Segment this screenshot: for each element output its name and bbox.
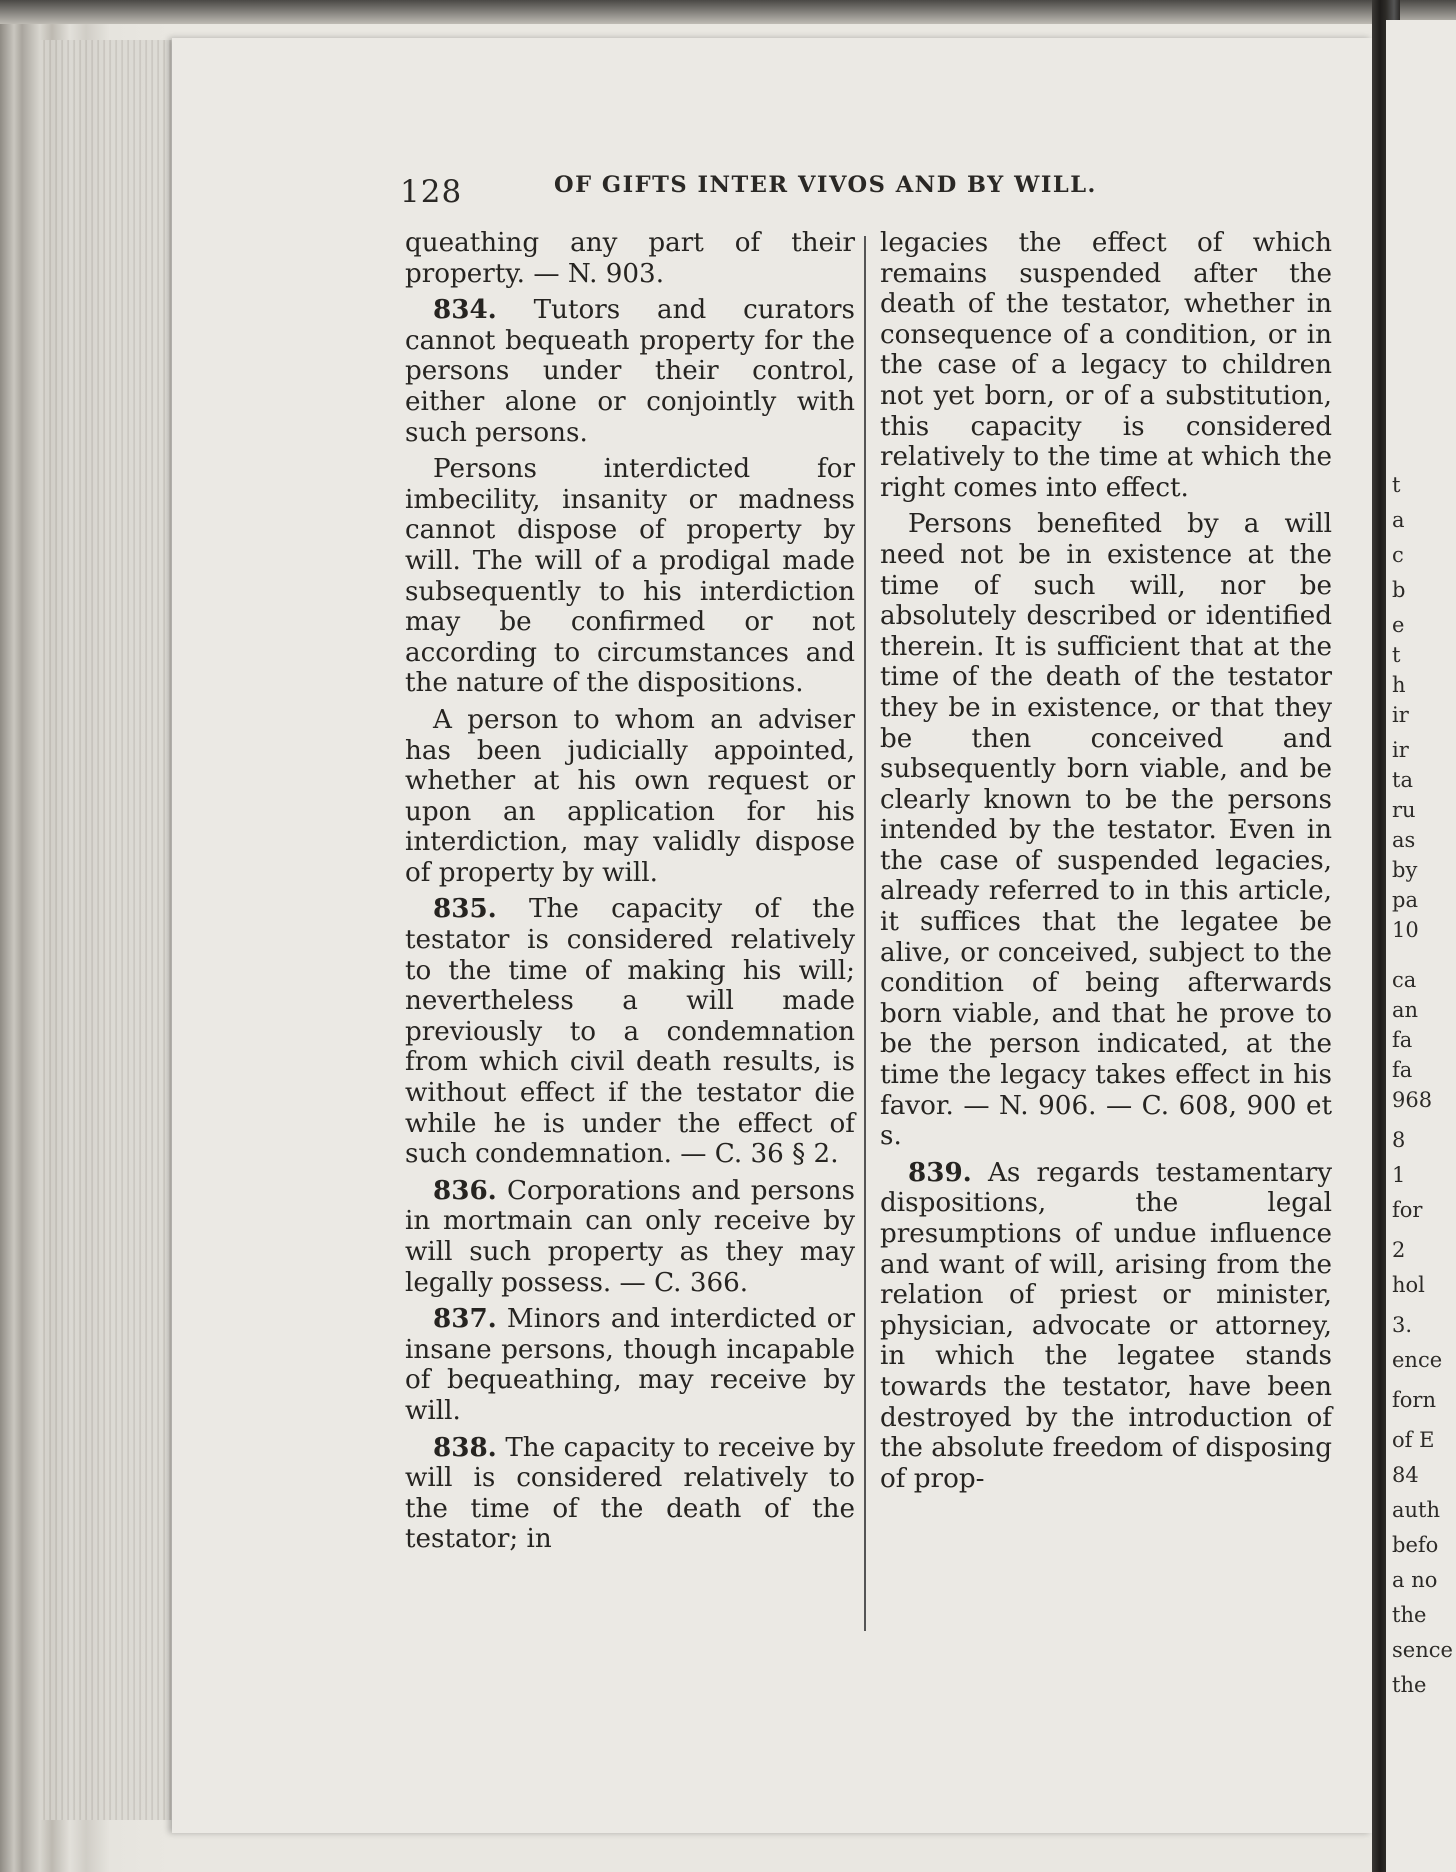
article-text: Corporations and persons in mortmain can only receive by will such property as they may legally possess. — C. 366. bbox=[405, 1175, 855, 1298]
article-number: 834. bbox=[433, 294, 497, 326]
page-header bbox=[400, 172, 1190, 212]
facing-page-text: auth bbox=[1392, 1498, 1441, 1522]
facing-page-text: 8 bbox=[1392, 1128, 1406, 1152]
paragraph: A person to whom an adviser has been judicially appointed, whether at his own request or upon an application for his interdiction, may validly dispose of property by will. bbox=[405, 704, 855, 888]
paragraph: Persons interdicted for imbecility, insanity or madness cannot dispose of property by will. The will of a prodigal made subsequently to his interdiction may be confirmed or not according to circumstances and the nature of the dispositions. bbox=[405, 454, 855, 699]
running-title: OF GIFTS INTER VIVOS AND BY WILL. bbox=[554, 172, 1097, 198]
article-number: 835. bbox=[433, 893, 497, 925]
facing-page-text: ru bbox=[1392, 798, 1416, 822]
article-number: 838. bbox=[433, 1431, 497, 1463]
article-836 bbox=[405, 1176, 855, 1298]
facing-page-text: ca bbox=[1392, 968, 1417, 992]
facing-page-text: 2 bbox=[1392, 1238, 1406, 1262]
article-837 bbox=[405, 1304, 855, 1426]
facing-page-text: ir bbox=[1392, 703, 1409, 727]
facing-page-text: a no bbox=[1392, 1568, 1438, 1592]
facing-page-text: c bbox=[1392, 543, 1404, 567]
facing-page-text: the bbox=[1392, 1603, 1427, 1627]
facing-page-text: forn bbox=[1392, 1388, 1436, 1412]
article-834 bbox=[405, 295, 855, 448]
paragraph: Persons benefited by a will need not be in existence at the time of such will, nor be absolutely described or identified therein. It is sufficient that at the time of the death of the testator they be in existence, or that they be then conceived and subsequently born viable, and be clearly known to be the persons intended by the testator. Even in the case of suspended legacies, already referred to in this article, it suffices that the legatee be alive, or conceived, subject to the condition of being afterwards born viable, and that he prove to be the person indicated, at the time the legacy takes effect in his favor. — N. 906. — C. 608, 900 et s. bbox=[880, 509, 1332, 1152]
right-column bbox=[880, 228, 1332, 1500]
article-number: 837. bbox=[433, 1303, 497, 1335]
article-number: 836. bbox=[433, 1174, 497, 1206]
column-divider bbox=[864, 236, 866, 1631]
facing-page-text: b bbox=[1392, 578, 1406, 602]
facing-page-text: 1 bbox=[1392, 1163, 1406, 1187]
article-text: The capacity of the testator is considered relatively to the time of making his will; nevertheless a will made previously to a condemnation from which civil death results, is without effect if the testator die while he is under the effect of such condemnation. — C. 36 § 2. bbox=[405, 894, 855, 1170]
facing-page-text: for bbox=[1392, 1198, 1423, 1222]
left-column bbox=[405, 228, 855, 1561]
facing-page-text: 3. bbox=[1392, 1313, 1413, 1337]
facing-page-text: 968 bbox=[1392, 1088, 1433, 1112]
facing-page-text: an bbox=[1392, 998, 1419, 1022]
paragraph: queathing any part of their property. — N. 903. bbox=[405, 228, 855, 289]
facing-page-text: h bbox=[1392, 673, 1406, 697]
article-839 bbox=[880, 1158, 1332, 1495]
facing-page-text: by bbox=[1392, 858, 1418, 882]
paragraph: legacies the effect of which remains suspended after the death of the testator, whether in consequence of a condition, or in the case of a legacy to children not yet born, or of a substitution, this capacity is considered relatively to the time at which the right comes into effect. bbox=[880, 228, 1332, 503]
page-edges bbox=[40, 40, 190, 1820]
article-text: Minors and interdicted or insane persons, though incapable of bequeathing, may receive by will. bbox=[405, 1304, 855, 1426]
facing-page-text: ence bbox=[1392, 1348, 1443, 1372]
facing-page-text: fa bbox=[1392, 1058, 1413, 1082]
facing-page-text: as bbox=[1392, 828, 1416, 852]
facing-page-text: sence bbox=[1392, 1638, 1453, 1662]
article-text: The capacity to receive by will is considered relatively to the time of the death of the testator; in bbox=[405, 1432, 855, 1555]
article-text: As regards testamentary dispositions, the legal presumptions of undue influence and want of will, arising from the relation of priest or minister, physician, advocate or attorney, in which the legatee stands towards the testator, have been destroyed by the introduction of the absolute freedom of disposing of prop- bbox=[880, 1157, 1332, 1494]
facing-page-fragment bbox=[1386, 20, 1456, 1872]
article-838 bbox=[405, 1433, 855, 1555]
page-number: 128 bbox=[400, 174, 463, 210]
facing-page-text: pa bbox=[1392, 888, 1418, 912]
facing-page-text: of E bbox=[1392, 1428, 1435, 1452]
facing-page-text: 84 bbox=[1392, 1463, 1419, 1487]
article-number: 839. bbox=[908, 1156, 972, 1188]
facing-page-text: t bbox=[1392, 643, 1401, 667]
article-835 bbox=[405, 894, 855, 1169]
facing-page-text: hol bbox=[1392, 1273, 1425, 1297]
facing-page-text: the bbox=[1392, 1673, 1427, 1697]
article-text: Tutors and curators cannot bequeath property for the persons under their control, either alone or conjointly with such persons. bbox=[405, 295, 855, 448]
facing-page-text: ir bbox=[1392, 738, 1409, 762]
top-shadow bbox=[0, 0, 1456, 24]
facing-page-text: ta bbox=[1392, 768, 1413, 792]
facing-page-text: fa bbox=[1392, 1028, 1413, 1052]
facing-page-text: e bbox=[1392, 613, 1405, 637]
facing-page-text: befo bbox=[1392, 1533, 1439, 1557]
facing-page-text: t bbox=[1392, 473, 1401, 497]
facing-page-text: a bbox=[1392, 508, 1405, 532]
facing-page-text: 10 bbox=[1392, 918, 1419, 942]
